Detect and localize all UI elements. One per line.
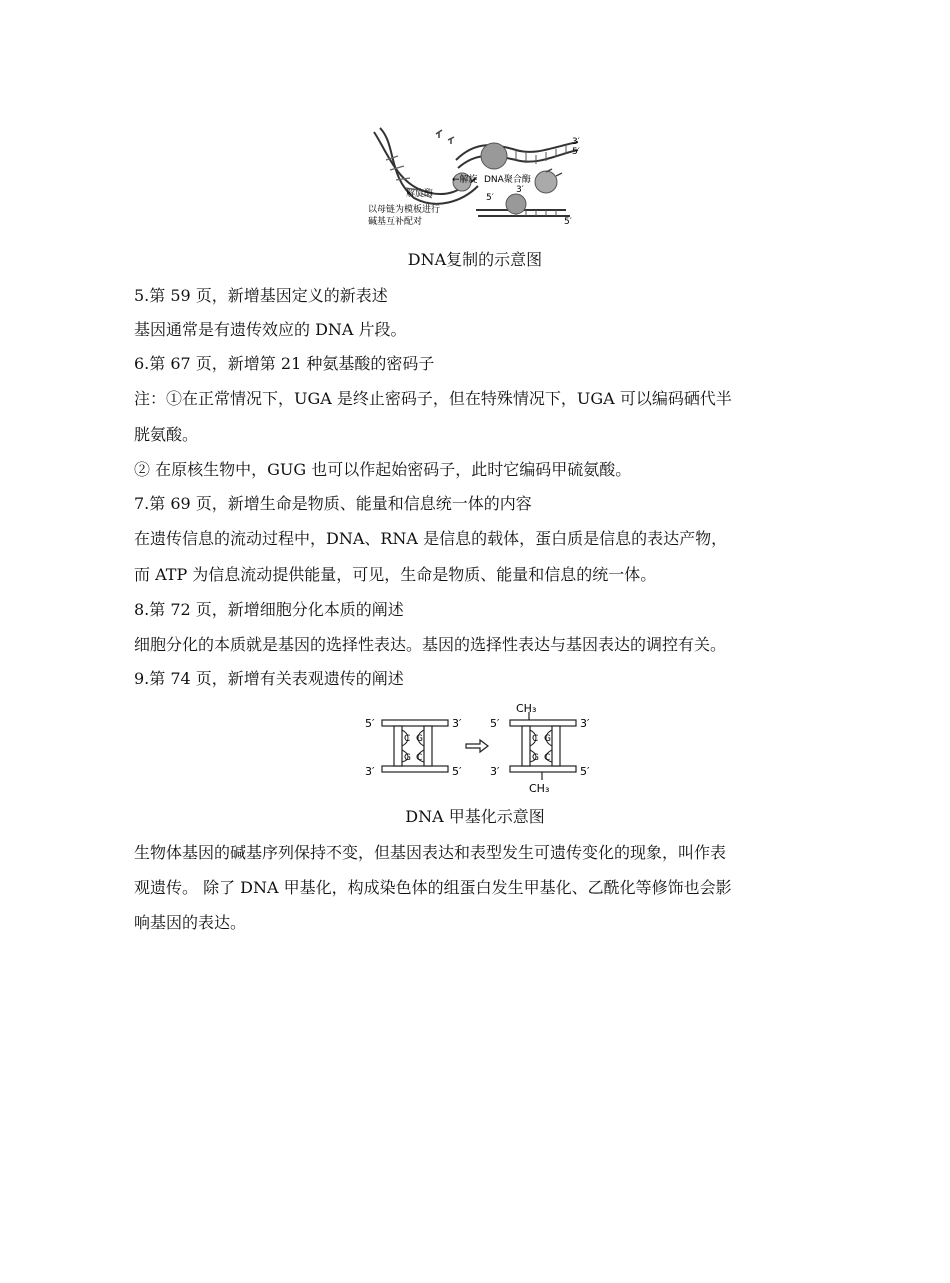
ch3-top-label: CH₃ [516,702,537,715]
figure1-caption: DNA复制的示意图 [407,250,543,269]
right-bottom-5prime: 5′ [580,765,590,778]
strand-3prime-label: 3′ [572,137,580,147]
section-body-8-line1: 细胞分化的本质就是基因的选择性表达。基因的选择性表达与基因表达的调控有关。 [134,635,727,654]
base-c-1: C [404,734,411,744]
dna-methylation-diagram [362,700,612,796]
left-top-5prime: 5′ [365,717,375,730]
section-body-7-line2: 而 ATP 为信息流动提供能量，可见，生命是物质、能量和信息的统一体。 [134,565,657,584]
m-base-c-1: C [532,734,539,744]
left-top-3prime: 3′ [452,717,462,730]
section-heading-8: 8.第 72 页，新增细胞分化本质的阐述 [134,600,404,619]
section-body-6-line3: ② 在原核生物中，GUG 也可以作起始密码子，此时它编码甲硫氨酸。 [134,460,632,479]
strand-5prime-label: 5′ [572,147,580,157]
m-base-g-1: G [532,753,539,763]
m-base-g-2: G [544,734,551,744]
section-heading-5: 5.第 59 页，新增基因定义的新表述 [134,286,388,305]
section-body-6-line2: 胱氨酸。 [134,425,199,444]
closing-line3: 响基因的表达。 [134,913,247,932]
base-g-1: G [404,753,411,763]
section-body-7-line1: 在遗传信息的流动过程中，DNA、RNA 是信息的载体，蛋白质是信息的表达产物， [134,529,728,548]
section-heading-7: 7.第 69 页，新增生命是物质、能量和信息统一体的内容 [134,494,532,513]
section-heading-9: 9.第 74 页，新增有关表观遗传的阐述 [134,669,404,688]
figure2-caption: DNA 甲基化示意图 [405,807,545,826]
closing-line1: 生物体基因的碱基序列保持不变，但基因表达和表型发生可遗传变化的现象，叫作表 [134,843,727,862]
lower-5prime-label: 5′ [564,217,572,227]
right-bottom-3prime: 3′ [490,765,500,778]
left-bottom-5prime: 5′ [452,765,462,778]
right-top-5prime: 5′ [490,717,500,730]
template-label-line1: 以母链为模板进行 [368,205,441,215]
unwind-label: ←解旋 [452,175,478,185]
right-top-3prime: 3′ [580,717,590,730]
left-bottom-3prime: 3′ [365,765,375,778]
section-body-5-line1: 基因通常是有遗传效应的 DNA 片段。 [134,320,407,339]
base-c-2: C [416,753,423,763]
m-base-c-2: C [544,753,551,763]
unmethylated-dna [365,717,462,778]
helicase-label: 解旋酶 [406,189,434,199]
ch3-bottom-label: CH₃ [529,782,550,795]
section-heading-6: 6.第 67 页，新增第 21 种氨基酸的密码子 [134,354,435,373]
fragment-3prime-label: 3′ [516,185,524,195]
methylated-dna [490,702,590,795]
section-body-6-line1: 注：①在正常情况下，UGA 是终止密码子，但在特殊情况下，UGA 可以编码硒代半 [134,389,732,408]
dna-replication-diagram [366,120,586,228]
closing-line2: 观遗传。 除了 DNA 甲基化，构成染色体的组蛋白发生甲基化、乙酰化等修饰也会影 [134,878,732,897]
template-label-line2: 碱基互补配对 [368,217,423,227]
base-g-2: G [416,734,423,744]
fragment-5prime-label: 5′ [486,193,494,203]
arrow-icon [466,740,488,752]
dna-polymerase-label: DNA聚合酶 [484,175,531,185]
